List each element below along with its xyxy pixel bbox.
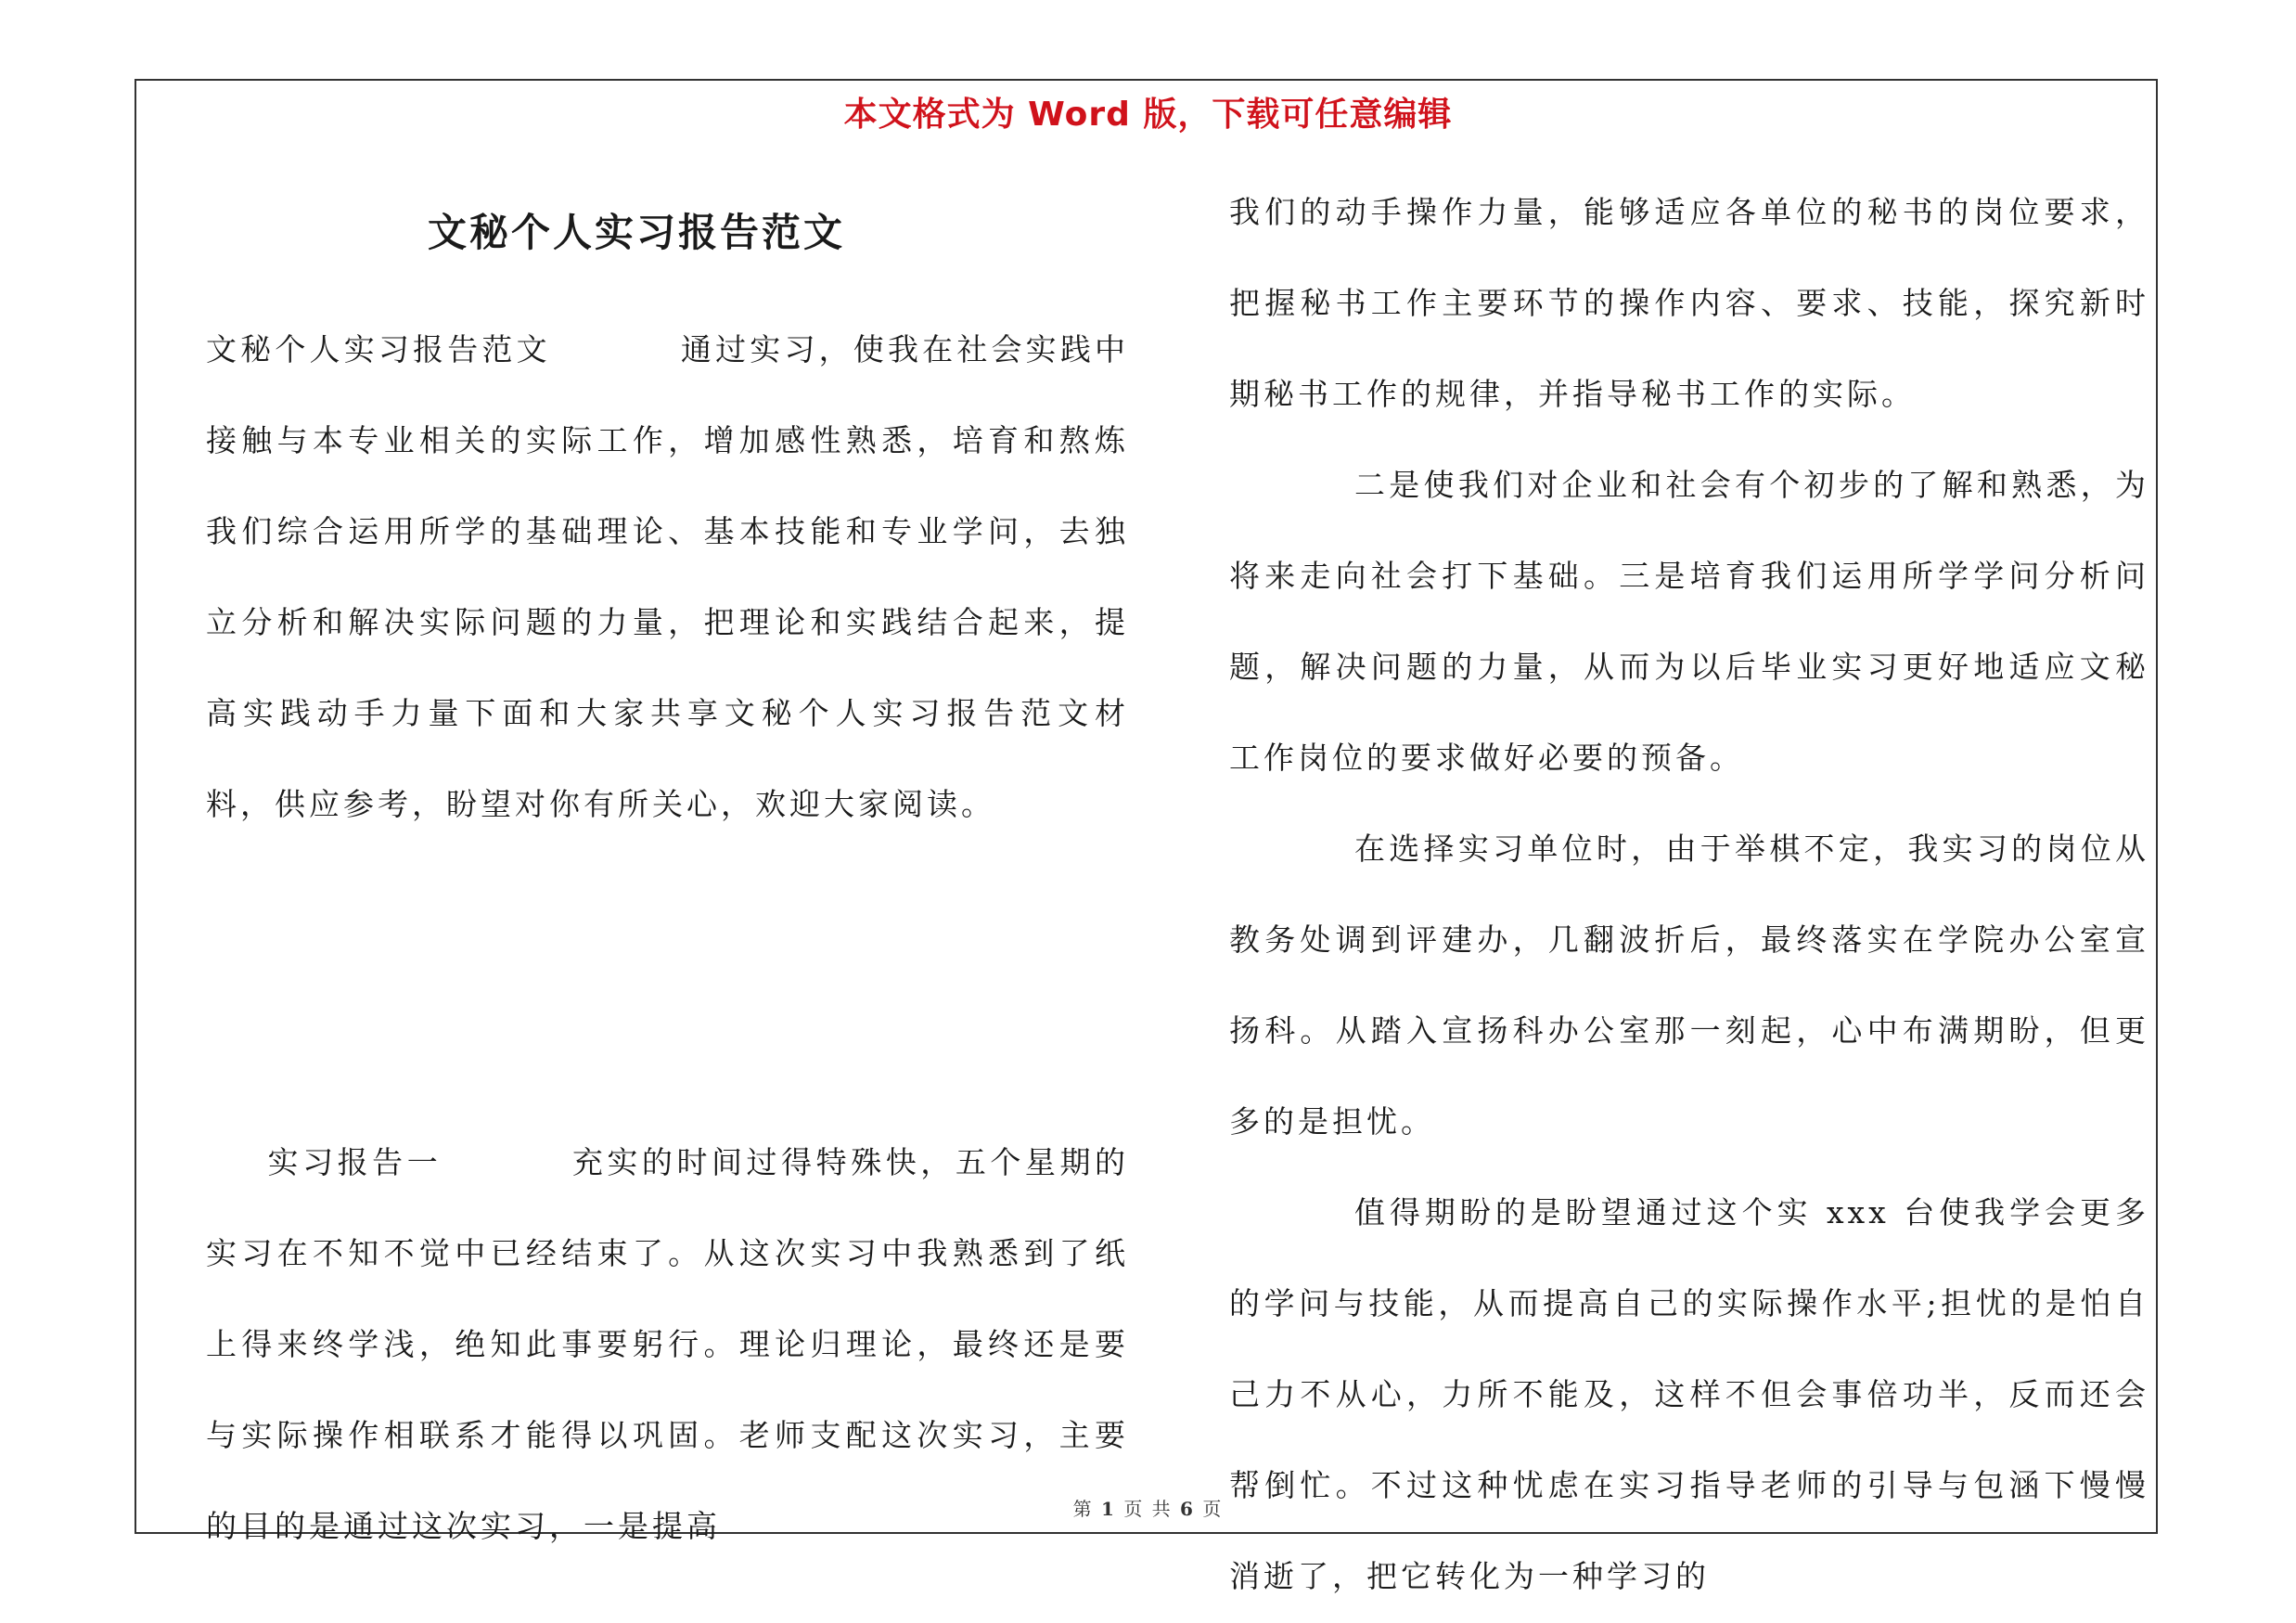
footer-page-number: 1	[1101, 1498, 1116, 1520]
footer-middle: 页 共	[1123, 1498, 1173, 1520]
right-paragraph-3: 在选择实习单位时，由于举棋不定，我实习的岗位从教务处调到评建办，几翻波折后，最终落实在学院办公室宣扬科。从踏入宣扬科办公室那一刻起，心中布满期盼，但更多的是担忧。	[1229, 831, 2149, 1140]
format-banner: 本文格式为 Word 版，下载可任意编辑	[843, 96, 1453, 134]
paragraph-body: 通过实习，使我在社会实践中接触与本专业相关的实际工作，增加感性熟悉，培育和熬炼我们综合运用所学的基础理论、基本技能和专业学问，去独立分析和解决实际问题的力量，把理论和实践结合起来，提高实践动手力量下面和大家共享文秘个人实习报告范文材料，供应参考，盼望对你有所关心，欢迎大家阅读。	[206, 331, 1130, 822]
right-paragraph-2: 二是使我们对企业和社会有个初步的了解和熟悉，为将来走向社会打下基础。三是培育我们运用所学学问分析问题，解决问题的力量，从而为以后毕业实习更好地适应文秘工作岗位的要求做好必要的预备。	[1229, 467, 2149, 776]
right-column	[1229, 167, 2149, 1622]
paragraph-lead: 实习报告一	[267, 1144, 443, 1180]
left-paragraph-1	[206, 304, 1129, 850]
paragraph-lead: 文秘个人实习报告范文	[206, 331, 551, 367]
paragraph-body: 充实的时间过得特殊快，五个星期的实习在不知不觉中已经结束了。从这次实习中我熟悉到了纸上得来终学浅，绝知此事要躬行。理论归理论，最终还是要与实际操作相联系才能得以巩固。老师支配这次实习，主要的目的是通过这次实习，一是提高	[206, 1144, 1130, 1544]
footer-prefix: 第	[1072, 1498, 1094, 1520]
document-title: 文秘个人实习报告范文	[427, 210, 845, 255]
footer-total-pages: 6	[1180, 1498, 1195, 1520]
footer-suffix: 页	[1202, 1498, 1224, 1520]
right-paragraph-4: 值得期盼的是盼望通过这个实 xxx 台使我学会更多的学问与技能，从而提高自己的实际操作水平;担忧的是怕自己力不从心，力所不能及，这样不但会事倍功半，反而还会帮倒忙。不过这种忧虑在实习指导老师的引导与包涵下慢慢消逝了，把它转化为一种学习的	[1229, 1194, 2149, 1594]
page-footer	[0, 1494, 2296, 1521]
right-paragraph-1: 我们的动手操作力量，能够适应各单位的秘书的岗位要求，把握秘书工作主要环节的操作内容、要求、技能，探究新时期秘书工作的规律，并指导秘书工作的实际。	[1229, 194, 2149, 412]
